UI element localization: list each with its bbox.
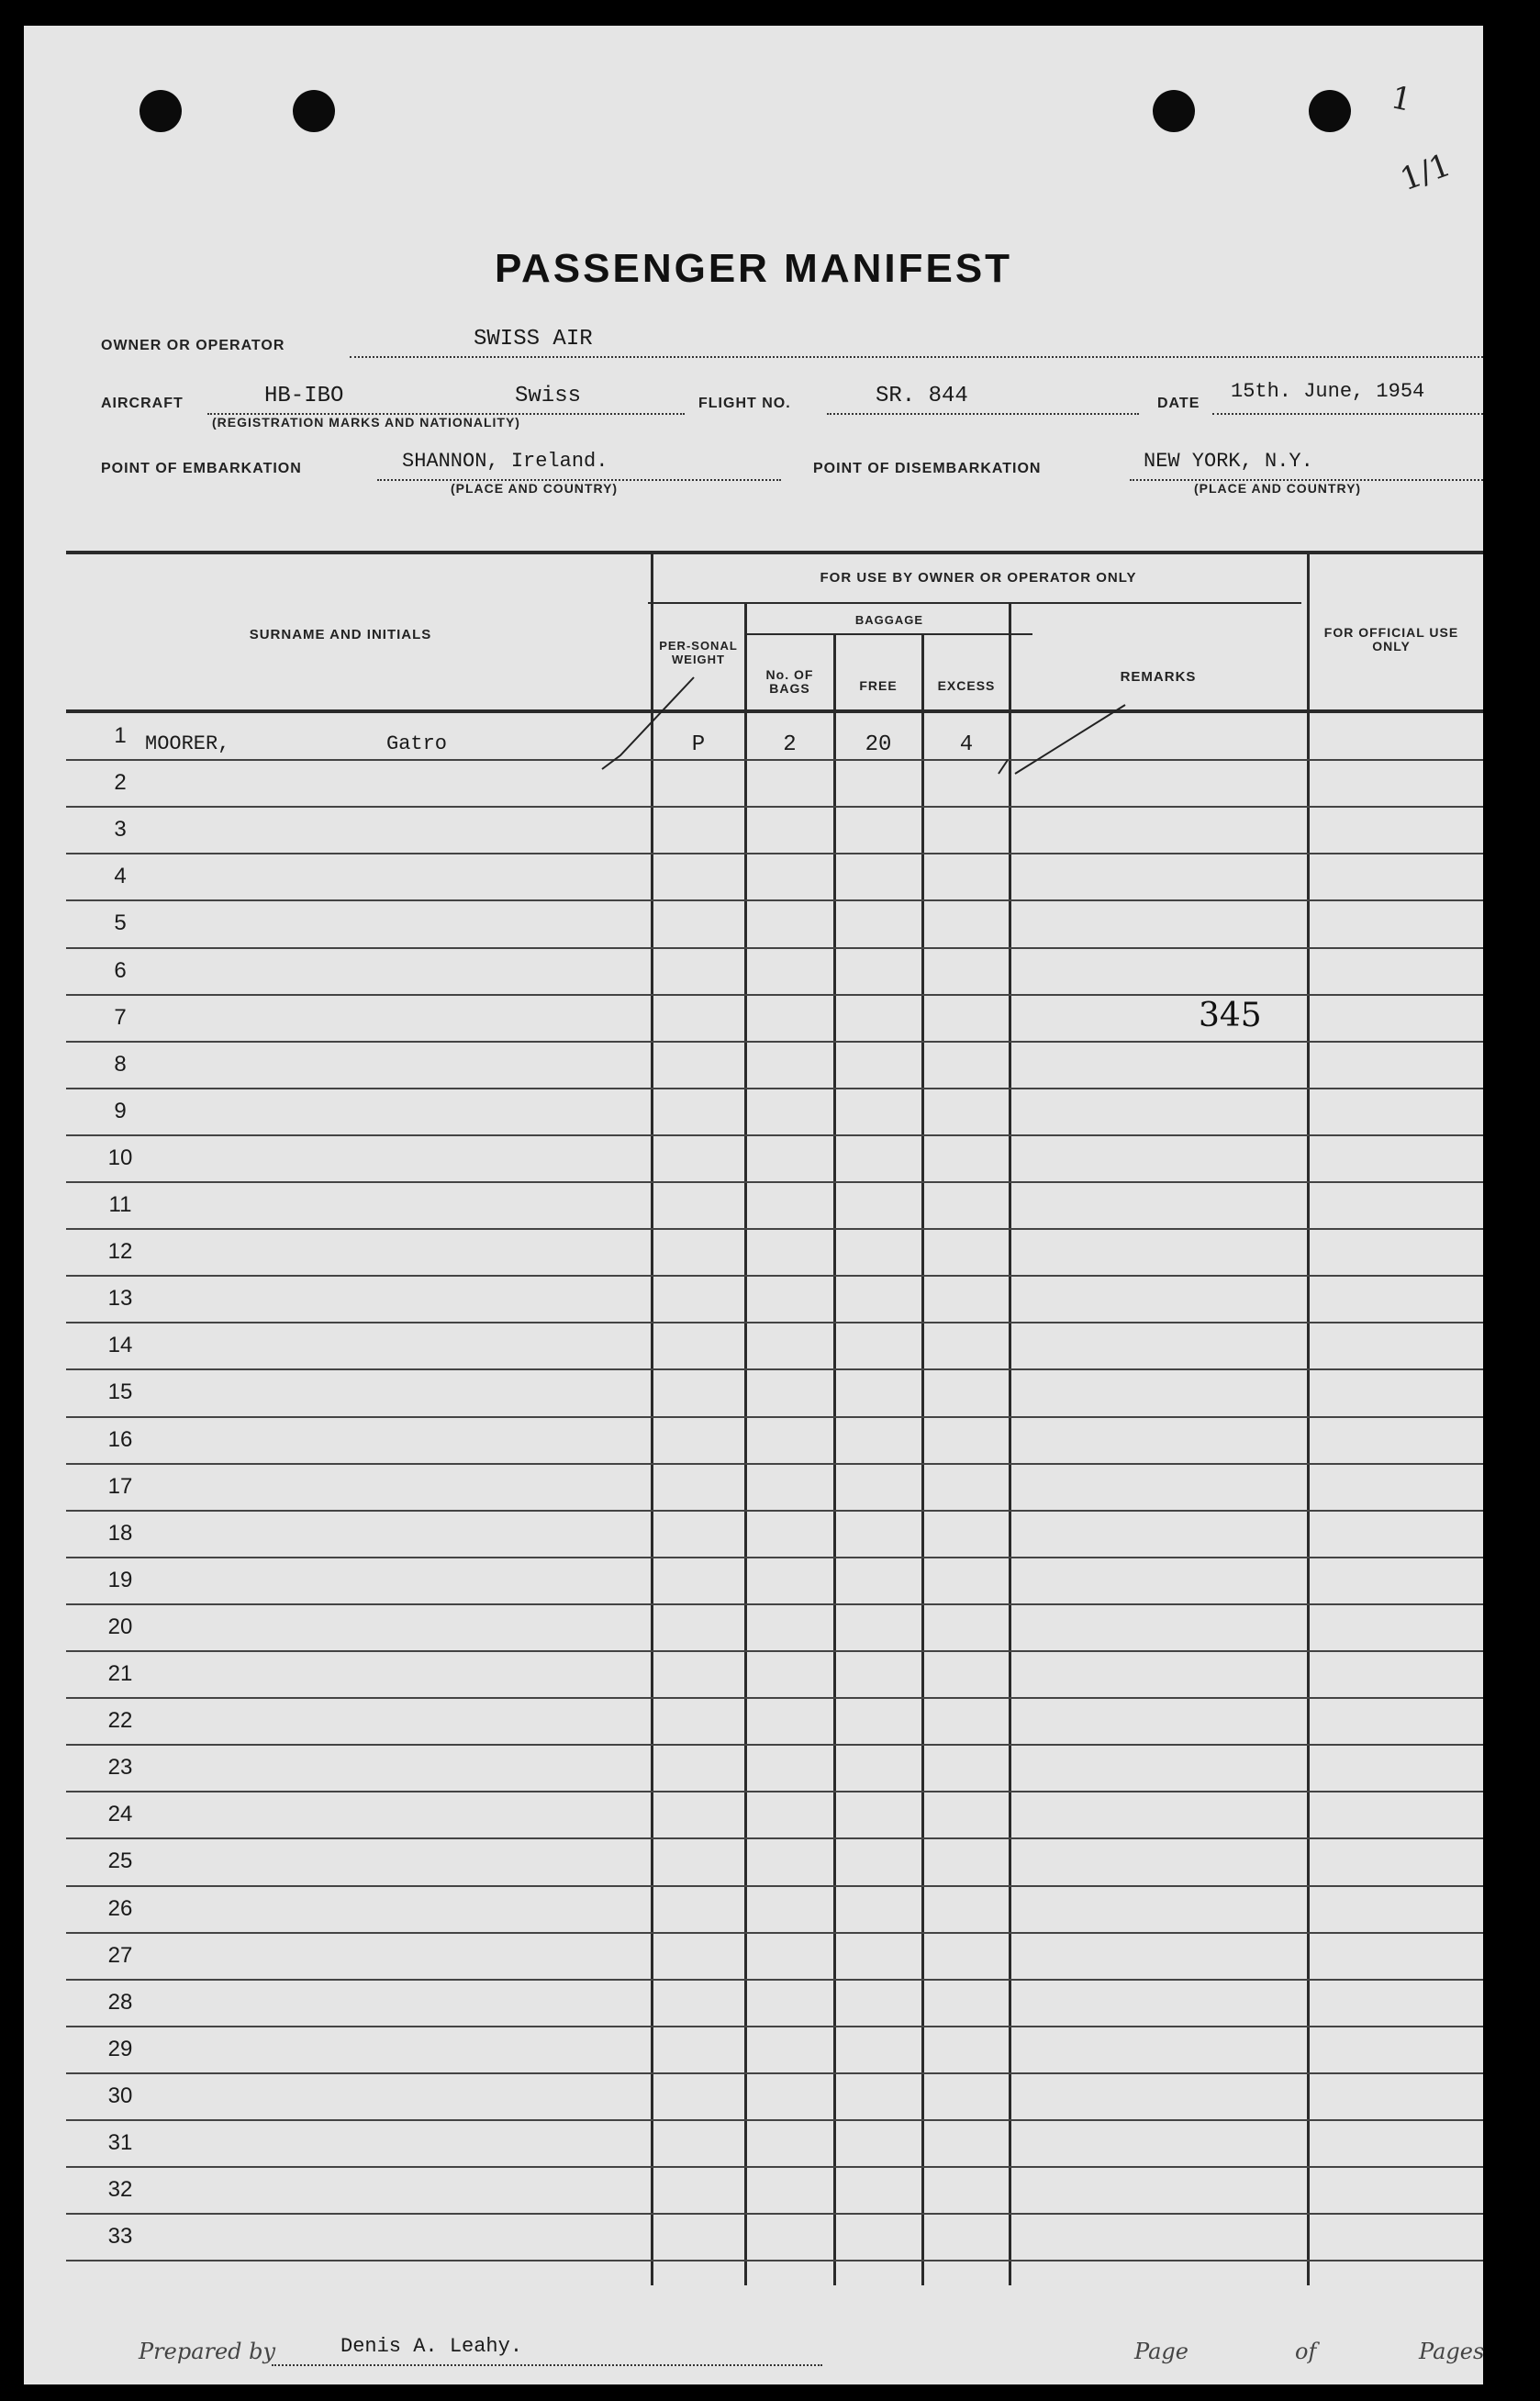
pages-label: Pages [1419,2339,1485,2364]
row-number: 7 [114,1004,127,1030]
row-line [66,1650,1483,1652]
row-line [66,1322,1483,1323]
punch-hole [1153,90,1195,132]
row-line [66,1134,1483,1136]
column-divider [744,604,747,2285]
row-number: 15 [107,1379,133,1405]
row-line [66,1088,1483,1089]
row-line [66,1697,1483,1699]
page-title: PASSENGER MANIFEST [494,246,1013,291]
row-number: 6 [114,957,127,983]
row-number: 21 [107,1661,133,1686]
personal-weight-header: PER-SONAL WEIGHT [659,639,738,666]
header-bottom-border [66,709,1483,713]
passenger-excess: 4 [959,732,974,757]
row-line [66,899,1483,901]
row-line [66,1979,1483,1981]
passenger-surname: MOORER, [145,732,230,755]
row-number: 32 [107,2177,133,2203]
row-line [66,1181,1483,1183]
row-number: 20 [107,1614,133,1639]
row-line [66,1837,1483,1839]
row-number: 2 [114,770,127,796]
row-number: 25 [107,1848,133,1874]
surname-header: SURNAME AND INITIALS [249,627,432,642]
disembarkation-value: NEW YORK, N.Y. [1144,450,1313,473]
date-value: 15th. June, 1954 [1231,380,1425,403]
free-header: FREE [859,678,898,693]
prepared-value: Denis A. Leahy. [340,2335,523,2358]
row-number: 18 [107,1520,133,1546]
row-number: 24 [107,1802,133,1827]
date-label: DATE [1157,396,1200,411]
owner-line [350,356,1483,358]
row-number: 1 [114,723,127,748]
checkmark-icon [988,687,1134,787]
date-line [1212,413,1483,415]
row-line [66,1275,1483,1277]
row-line [66,1557,1483,1558]
row-number: 30 [107,2083,133,2108]
row-line [66,2213,1483,2215]
row-line [66,1228,1483,1230]
embarkation-value: SHANNON, Ireland. [402,450,608,473]
table-top-border [66,551,1483,554]
row-number: 26 [107,1895,133,1921]
checkmark-icon [593,668,703,778]
row-number: 10 [107,1145,133,1170]
prepared-label: Prepared by [139,2339,276,2364]
row-line [66,806,1483,808]
official-use-header: FOR OFFICIAL USE ONLY [1323,625,1459,653]
column-divider [833,635,836,2285]
row-number: 12 [107,1239,133,1265]
row-number: 23 [107,1755,133,1781]
of-label: of [1295,2339,1317,2364]
embarkation-label: POINT OF EMBARKATION [101,461,302,476]
row-number: 14 [107,1333,133,1358]
row-number: 27 [107,1942,133,1968]
row-number: 9 [114,1098,127,1123]
row-number: 8 [114,1051,127,1077]
column-divider [1009,604,1011,2285]
excess-header: EXCESS [937,678,996,693]
row-line [66,1791,1483,1792]
row-line [66,853,1483,854]
row-line [66,1885,1483,1887]
flight-value: SR. 844 [876,384,968,408]
passenger-weight: P [691,732,706,757]
row-line [66,1416,1483,1418]
manifest-sheet [24,26,1483,2384]
owner-use-header: FOR USE BY OWNER OR OPERATOR ONLY [820,570,1137,586]
passenger-bags: 2 [783,732,797,757]
aircraft-registration: HB-IBO [264,384,344,408]
aircraft-label: AIRCRAFT [101,396,184,411]
row-number: 33 [107,2224,133,2250]
punch-hole [1309,90,1351,132]
baggage-header: BAGGAGE [854,613,924,627]
page-label: Page [1134,2339,1188,2364]
row-line [66,1744,1483,1746]
punch-hole [139,90,182,132]
row-line [66,1603,1483,1605]
disembarkation-caption: (PLACE AND COUNTRY) [1194,481,1362,496]
passenger-free: 20 [865,732,892,757]
row-number: 5 [114,910,127,936]
owner-label: OWNER OR OPERATOR [101,338,285,353]
flight-line [827,413,1139,415]
row-line [66,1510,1483,1512]
row-number: 4 [114,864,127,889]
owner-value: SWISS AIR [474,327,593,352]
row-number: 28 [107,1989,133,2015]
disembarkation-label: POINT OF DISEMBARKATION [813,461,1042,476]
row-number: 19 [107,1567,133,1592]
row-line [66,1368,1483,1370]
baggage-rule [744,633,1032,635]
row-number: 31 [107,2130,133,2155]
row-line [66,1932,1483,1934]
row-number: 11 [108,1192,132,1217]
row-line [66,947,1483,949]
flight-label: FLIGHT NO. [698,396,791,411]
bags-header: No. OF BAGS [765,667,814,696]
row-line [66,1463,1483,1465]
row-line [66,759,1483,761]
row-line [66,2026,1483,2027]
row-line [66,2166,1483,2168]
row-number: 29 [107,2036,133,2061]
aircraft-nationality: Swiss [515,384,582,408]
row-number: 16 [107,1426,133,1452]
prepared-line [272,2364,822,2366]
row-line [66,994,1483,996]
stamped-number: 345 [1199,997,1262,1034]
row-number: 3 [114,817,127,843]
punch-hole [293,90,335,132]
passenger-initials: Gatro [386,732,448,755]
row-number: 17 [107,1473,133,1499]
handwritten-mark: 1/1 [1395,146,1456,199]
column-divider [921,635,924,2285]
embarkation-caption: (PLACE AND COUNTRY) [451,481,619,496]
remarks-header: REMARKS [1120,669,1197,685]
row-number: 22 [107,1708,133,1734]
aircraft-caption: (REGISTRATION MARKS AND NATIONALITY) [212,415,520,430]
row-line [66,2119,1483,2121]
row-number: 13 [107,1286,133,1312]
row-line [66,2260,1483,2261]
row-line [66,2072,1483,2074]
handwritten-mark: 1 [1388,79,1415,119]
row-line [66,1041,1483,1043]
